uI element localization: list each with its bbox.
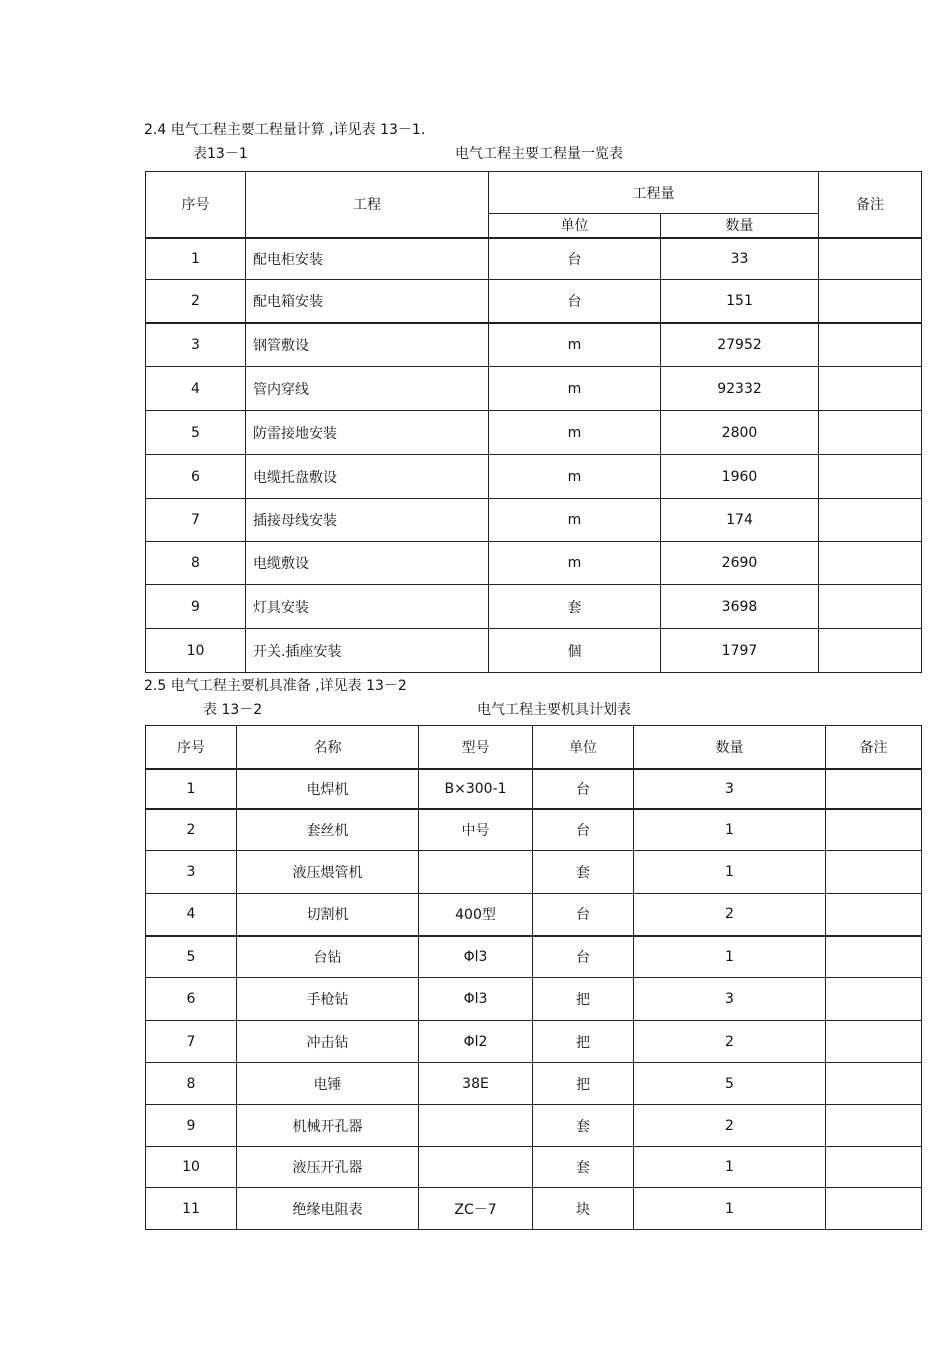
cell-count: 2 <box>634 1021 826 1063</box>
cell-unit: 台 <box>533 769 634 809</box>
cell-unit: 套 <box>533 851 634 894</box>
table-row <box>146 851 922 894</box>
header-seq: 序号 <box>146 726 237 769</box>
cell-model: Φl3 <box>419 936 533 978</box>
cell-count: 1 <box>634 809 826 851</box>
cell-count: 33 <box>661 238 819 280</box>
cell-remark <box>819 629 922 673</box>
table-row <box>146 411 922 455</box>
table-row <box>146 769 922 809</box>
cell-name: 电焊机 <box>237 769 419 809</box>
cell-name: 液压开孔器 <box>237 1147 419 1188</box>
cell-count: 92332 <box>661 367 819 411</box>
table-row <box>146 894 922 936</box>
cell-seq: 5 <box>146 936 237 978</box>
cell-count: 174 <box>661 499 819 542</box>
cell-remark <box>826 809 922 851</box>
cell-unit: 套 <box>489 585 661 629</box>
cell-unit: 把 <box>533 1021 634 1063</box>
cell-seq: 5 <box>146 411 246 455</box>
cell-remark <box>819 585 922 629</box>
cell-unit: 把 <box>533 978 634 1021</box>
cell-seq: 6 <box>146 978 237 1021</box>
cell-project: 配电柜安装 <box>246 238 489 280</box>
cell-unit: 台 <box>533 936 634 978</box>
cell-count: 27952 <box>661 323 819 367</box>
cell-project: 配电箱安装 <box>246 280 489 323</box>
cell-seq: 3 <box>146 851 237 894</box>
cell-model <box>419 851 533 894</box>
cell-model: 中号 <box>419 809 533 851</box>
cell-remark <box>819 411 922 455</box>
cell-project: 防雷接地安装 <box>246 411 489 455</box>
header-seq: 序号 <box>146 172 246 238</box>
cell-project: 电缆托盘敷设 <box>246 455 489 499</box>
cell-remark <box>826 851 922 894</box>
header-unit: 单位 <box>489 214 661 238</box>
cell-seq: 1 <box>146 769 237 809</box>
section-heading: 2.4 电气工程主要工程量计算 ,详见表 13－1. <box>144 122 426 138</box>
cell-unit: 台 <box>489 280 661 323</box>
table-row <box>146 809 922 851</box>
cell-remark <box>826 1105 922 1147</box>
quantity-table <box>145 171 922 673</box>
cell-remark <box>826 1188 922 1230</box>
cell-seq: 8 <box>146 1063 237 1105</box>
header-model: 型号 <box>419 726 533 769</box>
cell-project: 插接母线安装 <box>246 499 489 542</box>
cell-count: 1797 <box>661 629 819 673</box>
cell-model <box>419 1147 533 1188</box>
cell-model <box>419 1105 533 1147</box>
cell-name: 机械开孔器 <box>237 1105 419 1147</box>
cell-count: 5 <box>634 1063 826 1105</box>
cell-name: 切割机 <box>237 894 419 936</box>
cell-unit: 套 <box>533 1147 634 1188</box>
cell-unit: 台 <box>489 238 661 280</box>
cell-seq: 3 <box>146 323 246 367</box>
header-unit: 单位 <box>533 726 634 769</box>
cell-count: 1 <box>634 1147 826 1188</box>
table-row <box>146 455 922 499</box>
header-name: 名称 <box>237 726 419 769</box>
cell-count: 1 <box>634 851 826 894</box>
header-count: 数量 <box>634 726 826 769</box>
cell-remark <box>819 238 922 280</box>
cell-remark <box>826 936 922 978</box>
cell-unit: 套 <box>533 1105 634 1147</box>
cell-seq: 2 <box>146 280 246 323</box>
cell-unit: 台 <box>533 809 634 851</box>
cell-seq: 9 <box>146 1105 237 1147</box>
table-row <box>146 323 922 367</box>
cell-remark <box>826 1021 922 1063</box>
cell-unit: m <box>489 455 661 499</box>
cell-project: 开关.插座安装 <box>246 629 489 673</box>
cell-model: Φl2 <box>419 1021 533 1063</box>
table-row <box>146 1063 922 1105</box>
cell-unit: 台 <box>533 894 634 936</box>
cell-remark <box>819 499 922 542</box>
cell-name: 套丝机 <box>237 809 419 851</box>
cell-count: 3 <box>634 769 826 809</box>
header-remark: 备注 <box>819 172 922 238</box>
cell-unit: m <box>489 542 661 585</box>
header-project: 工程 <box>246 172 489 238</box>
cell-seq: 9 <box>146 585 246 629</box>
table-row <box>146 978 922 1021</box>
cell-remark <box>819 542 922 585</box>
cell-model: ZC－7 <box>419 1188 533 1230</box>
table-row <box>146 1188 922 1230</box>
cell-count: 2 <box>634 894 826 936</box>
cell-seq: 10 <box>146 1147 237 1188</box>
cell-remark <box>819 455 922 499</box>
cell-seq: 4 <box>146 894 237 936</box>
cell-project: 电缆敷设 <box>246 542 489 585</box>
table-row <box>146 1147 922 1188</box>
cell-count: 3698 <box>661 585 819 629</box>
table-row <box>146 367 922 411</box>
cell-seq: 10 <box>146 629 246 673</box>
cell-seq: 11 <box>146 1188 237 1230</box>
table-row <box>146 629 922 673</box>
cell-remark <box>819 367 922 411</box>
cell-remark <box>826 894 922 936</box>
cell-name: 台钻 <box>237 936 419 978</box>
cell-seq: 7 <box>146 499 246 542</box>
cell-remark <box>819 280 922 323</box>
cell-seq: 4 <box>146 367 246 411</box>
section-heading: 2.5 电气工程主要机具准备 ,详见表 13－2 <box>144 678 407 694</box>
cell-count: 1 <box>634 936 826 978</box>
cell-remark <box>819 323 922 367</box>
cell-name: 液压煨管机 <box>237 851 419 894</box>
cell-name: 电锤 <box>237 1063 419 1105</box>
cell-model: Φl3 <box>419 978 533 1021</box>
cell-project: 钢管敷设 <box>246 323 489 367</box>
cell-unit: 把 <box>533 1063 634 1105</box>
table-title: 电气工程主要机具计划表 <box>477 702 631 718</box>
cell-remark <box>826 978 922 1021</box>
cell-count: 1960 <box>661 455 819 499</box>
cell-unit: m <box>489 411 661 455</box>
table-number: 表 13－2 <box>203 702 263 718</box>
cell-model: B×300-1 <box>419 769 533 809</box>
cell-seq: 8 <box>146 542 246 585</box>
table-row <box>146 542 922 585</box>
cell-count: 2690 <box>661 542 819 585</box>
cell-count: 151 <box>661 280 819 323</box>
cell-seq: 2 <box>146 809 237 851</box>
table-row <box>146 499 922 542</box>
header-quantity-group: 工程量 <box>489 172 819 214</box>
table-row <box>146 585 922 629</box>
cell-name: 冲击钻 <box>237 1021 419 1063</box>
cell-unit: 块 <box>533 1188 634 1230</box>
cell-remark <box>826 1063 922 1105</box>
table-row <box>146 1105 922 1147</box>
cell-unit: m <box>489 367 661 411</box>
cell-model: 38E <box>419 1063 533 1105</box>
cell-unit: m <box>489 499 661 542</box>
cell-count: 2 <box>634 1105 826 1147</box>
table-row <box>146 238 922 280</box>
cell-count: 3 <box>634 978 826 1021</box>
table-number: 表13－1 <box>193 146 248 162</box>
cell-seq: 7 <box>146 1021 237 1063</box>
cell-remark <box>826 769 922 809</box>
cell-name: 绝缘电阻表 <box>237 1188 419 1230</box>
cell-seq: 6 <box>146 455 246 499</box>
cell-name: 手枪钻 <box>237 978 419 1021</box>
cell-seq: 1 <box>146 238 246 280</box>
cell-unit: m <box>489 323 661 367</box>
cell-count: 1 <box>634 1188 826 1230</box>
cell-model: 400型 <box>419 894 533 936</box>
cell-project: 管内穿线 <box>246 367 489 411</box>
cell-count: 2800 <box>661 411 819 455</box>
table-row <box>146 936 922 978</box>
cell-project: 灯具安装 <box>246 585 489 629</box>
table-title: 电气工程主要工程量一览表 <box>455 146 623 162</box>
header-count: 数量 <box>661 214 819 238</box>
table-row <box>146 280 922 323</box>
table-row <box>146 1021 922 1063</box>
header-remark: 备注 <box>826 726 922 769</box>
cell-unit: 個 <box>489 629 661 673</box>
cell-remark <box>826 1147 922 1188</box>
equipment-table <box>145 725 922 1230</box>
